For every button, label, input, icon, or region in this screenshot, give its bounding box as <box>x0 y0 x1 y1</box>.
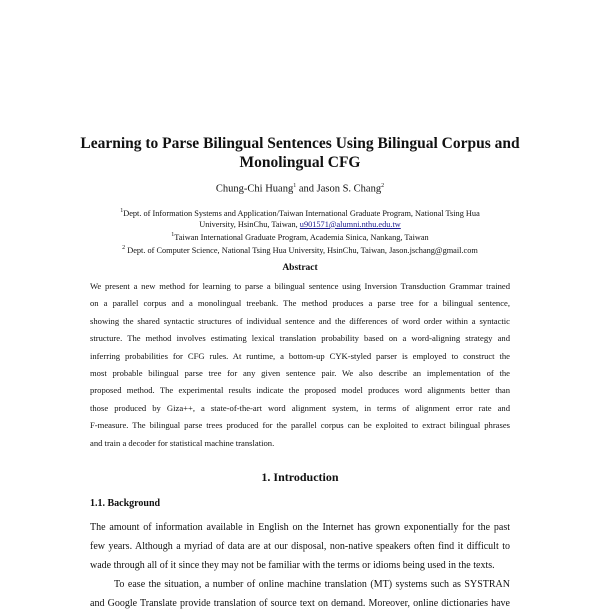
affiliation-2-sup: 1 <box>171 231 175 238</box>
abstract-line: proposed method. The experimental results indicate the proposed model produces word alignments better than <box>90 385 510 396</box>
affiliation-2 <box>60 230 540 243</box>
affiliation-3-sup: 2 <box>122 244 126 251</box>
affiliations <box>60 206 540 255</box>
author-2-sup: 2 <box>381 183 385 189</box>
body-line: The amount of information available in English on the Internet has grown exponentially for the past <box>90 522 510 533</box>
affiliation-1 <box>60 206 540 219</box>
affiliation-1-cont <box>60 219 540 230</box>
affiliation-2-text: Taiwan International Graduate Program, Academia Sinica, Nankang, Taiwan <box>174 232 429 242</box>
affiliation-3 <box>60 243 540 256</box>
author-1-sup: 1 <box>293 183 297 189</box>
author-2: Jason S. Chang <box>316 183 382 195</box>
abstract-line: showing the shared syntactic structures of individual sentence and the differences of word order within a syntactic <box>90 315 510 326</box>
abstract-heading: Abstract <box>282 263 318 273</box>
body-line: To ease the situation, a number of online machine translation (MT) systems such as SYSTRAN <box>114 579 510 590</box>
affiliation-1-text: Dept. of Information Systems and Application/Taiwan International Graduate Program, National Tsing Hua <box>123 208 480 218</box>
abstract-line: and train a decoder for statistical machine translation. <box>90 437 275 448</box>
intro-body <box>90 518 510 613</box>
abstract-line: most probable bilingual parse tree for any given sentence pair. We also describe an implementation of the <box>90 368 510 379</box>
email-link-1[interactable]: u901571@alumni.nthu.edu.tw <box>299 219 401 229</box>
section-heading: 1. Introduction <box>261 470 339 484</box>
abstract-line: inferring probabilities for CFG rules. At runtime, a bottom-up CYK-styled parser is employed to construct the <box>90 350 510 361</box>
abstract-line: structure. The method involves estimating lexical translation probability based on a word-aligning strategy and <box>90 333 510 344</box>
abstract-line: We present a new method for learning to parse a bilingual sentence using Inversion Transduction Grammar trained <box>90 281 510 291</box>
paper-title <box>60 134 540 172</box>
body-line: few years. Although a myriad of data are at our disposal, non-native speakers often find it difficult to <box>90 541 510 552</box>
subsection-heading: 1.1. Background <box>90 498 161 509</box>
author-line <box>60 179 540 197</box>
abstract-body <box>90 278 510 452</box>
author-and: and <box>298 183 314 195</box>
abstract-line: on a parallel corpus and a monolingual treebank. The method produces a parse tree for a bilingual sentence, <box>90 298 510 309</box>
affiliation-1-sup: 1 <box>120 208 124 214</box>
abstract-line: F-measure. The bilingual parse trees produced for the parallel corpus can be exploited to extract bilingual phrases <box>90 420 510 431</box>
body-line: and Google Translate provide translation of source text on demand. Moreover, online dictionaries have <box>90 598 510 609</box>
title-line-2: Monolingual CFG <box>239 154 361 171</box>
affiliation-1-cont-text: University, HsinChu, Taiwan, <box>199 219 298 229</box>
body-line: wade through all of it since they may not be familiar with the terms or idioms being used in the texts. <box>90 560 495 571</box>
abstract-line: those produced by Giza++, a state-of-the-art word alignment system, in terms of alignment error rate and <box>90 402 510 413</box>
title-line-1: Learning to Parse Bilingual Sentences Using Bilingual Corpus and <box>80 135 520 152</box>
affiliation-3-text: Dept. of Computer Science, National Tsing Hua University, HsinChu, Taiwan, Jason.jschang@gmail.com <box>127 245 478 255</box>
author-1: Chung-Chi Huang <box>215 183 294 195</box>
